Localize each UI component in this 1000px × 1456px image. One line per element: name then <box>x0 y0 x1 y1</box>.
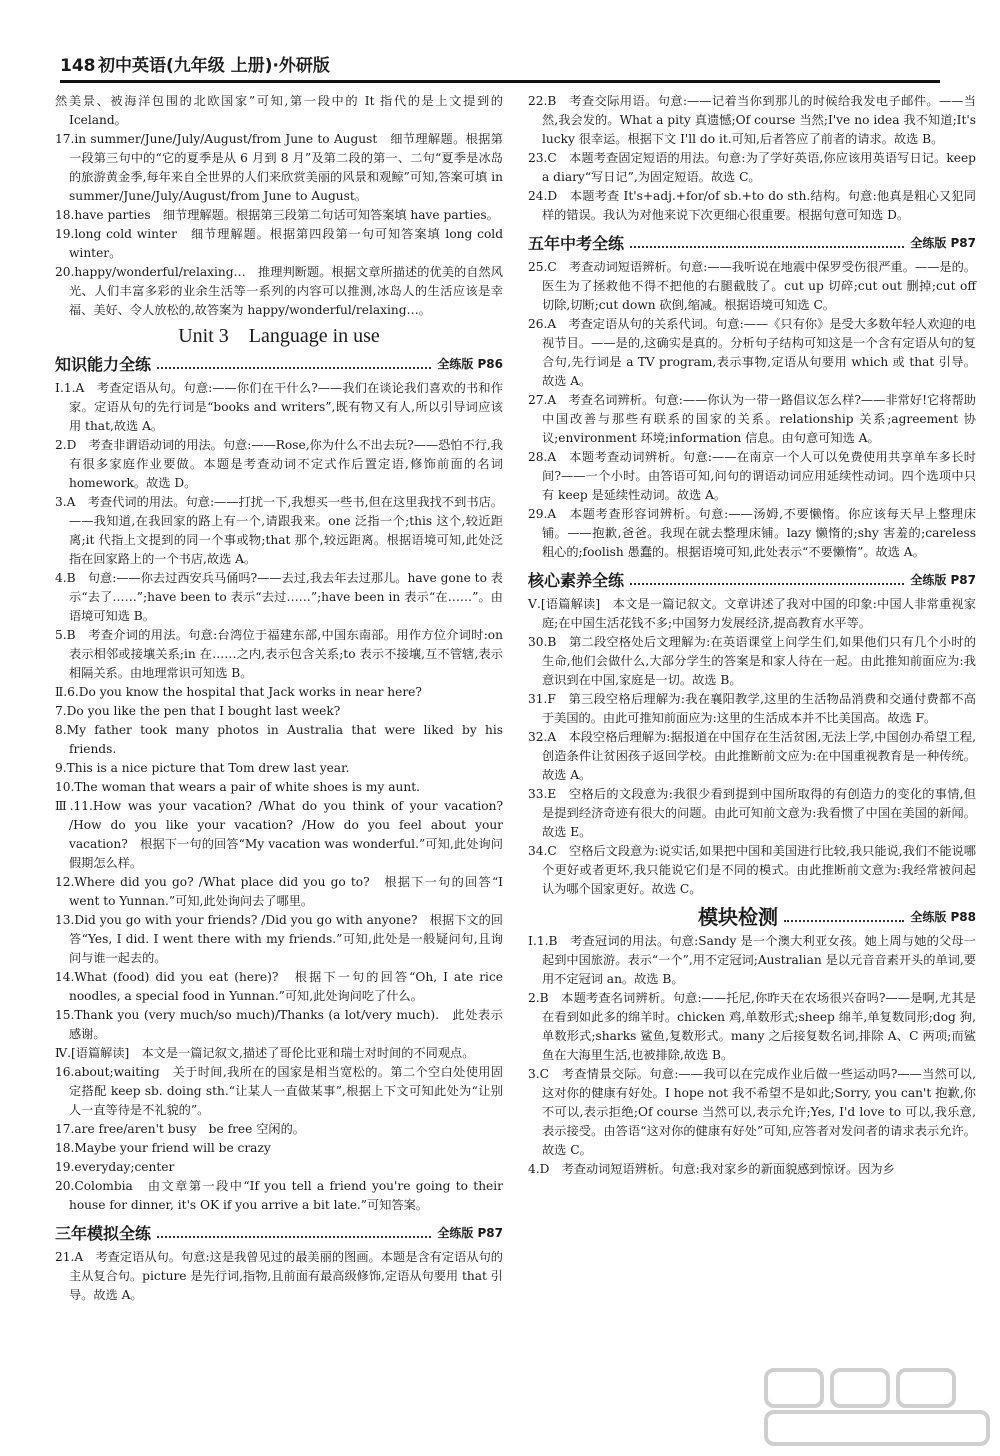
answer-item: 4.B 句意:——你去过西安兵马俑吗?——去过,我去年去过那儿。have gone to 表示“去了……”;have been to 表示“去过……”;have been in 表示“在……”。由语境可知选 B。 <box>55 571 503 623</box>
answer-item: 33.E 空格后的文段意为:我很少看到提到中国所取得的有创造力的变化的事情,但是提到经济奇迹有很大的问题。由此可知前文意为:我看惯了中国在美国的新闻。故选 E。 <box>528 787 976 839</box>
watermark-logo <box>762 1366 992 1448</box>
answer-item: 21.A 考查定语从句。句意:这是我曾见过的最美丽的图画。本题是含有定语从句的主从复合句。picture 是先行词,指物,且前面有最高级修饰,定语从句要用 that 引导。故选 A。 <box>55 1250 503 1302</box>
section-title: 核心素养全练 <box>528 571 625 590</box>
answer-item: Ⅳ.[语篇解读] 本文是一篇记叙文,描述了哥伦比亚和瑞士对时间的不同观点。 <box>55 1046 475 1060</box>
answer-item: 30.B 第二段空格处后文理解为:在英语课堂上问学生们,如果他们只有几个小时的生命,他们会做什么,大部分学生的答案是和家人待在一起。由此推知前面应为:我意识到在中国,家庭是一切。故选 B。 <box>528 635 976 687</box>
answer-item: Ⅰ.1.A 考查定语从句。句意:——你们在干什么?——我们在谈论我们喜欢的书和作家。定语从句的先行词是“books and writers”,既有物又有人,所以引导词应该用 that,故选 A。 <box>55 381 503 433</box>
answer-item: 13.Did you go with your friends? /Did you go with anyone? 根据下文的回答“Yes, I did. I went there with my friends.”可知,此处是一般疑问句,且询问与谁一起去的。 <box>55 913 503 965</box>
answer-item: Ⅰ.1.B 考查冠词的用法。句意:Sandy 是一个澳大利亚女孩。她上周与她的父母一起到中国旅游。表示“一个”,用不定冠词;Australian 是以元音音素开头的单词,要用不定冠词 an。故选 B。 <box>528 934 976 986</box>
left-column <box>55 92 503 1305</box>
answer-item: 3.C 考查情景交际。句意:——我可以在完成作业后做一些运动吗?——当然可以,这对你的健康有好处。I hope not 我不希望不是如此;Sorry, you can't 抱歉,你不可以,表示拒绝;Of course 当然可以,表示允许;Yes, I'd love to 可以,我乐意,表示接受。由答语“这对你的健康有好处”可知,应答者对发问者的请求表示允许。故选 C。 <box>528 1067 976 1157</box>
answer-item: 27.A 考查名词辨析。句意:——你认为一带一路倡议怎么样?——非常好!它将帮助中国改善与那些有联系的国家的关系。relationship 关系;agreement 协议;environment 环境;information 信息。由句意可知选 A。 <box>528 393 976 445</box>
section-header <box>528 905 976 929</box>
section-header <box>528 571 976 590</box>
answer-item: 3.A 考查代词的用法。句意:——打扰一下,我想买一些书,但在这里我找不到书店。——我知道,在我回家的路上有一个,请跟我来。one 泛指一个;this 这个,较近距离;it 代指上文提到的同一个事或物;that 那个,较远距离。根据语境可知,此处泛指在回家路上的一个书店,故选 A。 <box>55 495 503 566</box>
dotted-leader <box>630 583 904 585</box>
answer-item: 2.D 考查非谓语动词的用法。句意:——Rose,你为什么不出去玩?——恐怕不行,我有很多家庭作业要做。本题是考查动词不定式作后置定语,修饰前面的名词 homework。故选 D。 <box>55 438 503 490</box>
answer-item: 26.A 考查定语从句的关系代词。句意:——《只有你》是受大多数年轻人欢迎的电视节目。——是的,这确实是真的。分析句子结构可知这是一个含有定语从句的复合句,先行词是 a TV program,表示事物,定语从句要用 which 或 that 引导。故选 A。 <box>528 317 976 388</box>
right-column <box>528 92 976 1179</box>
dotted-leader <box>157 367 431 369</box>
answer-item: 10.The woman that wears a pair of white shoes is my aunt. <box>55 780 420 794</box>
answer-item: 5.B 考查介词的用法。句意:台湾位于福建东部,中国东南部。用作方位介词时:on 表示相邻或接壤关系;in 在……之内,表示包含关系;to 表示不接壤,互不管辖,表示相隔关系。由地理常识可知选 B。 <box>55 628 503 680</box>
section-page-ref: 全练版 P88 <box>910 910 976 924</box>
answer-item: 31.F 第三段空格后理解为:我在襄阳教学,这里的生活物品消费和交通付费都不高于美国的。由此可推知前面应为:这里的生活成本并不比美国高。故选 F。 <box>528 692 976 725</box>
answer-item: 12.Where did you go? /What place did you go to? 根据下一句的回答“I went to Yunnan.”可知,此处询问去了哪里。 <box>55 875 503 908</box>
dotted-leader <box>784 920 904 922</box>
section-page-ref: 全练版 P86 <box>437 357 503 371</box>
dotted-leader <box>157 1236 431 1238</box>
answer-item: 16.about;waiting 关于时间,我所在的国家是相当宽松的。第二个空白处使用固定搭配 keep sb. doing sth.“让某人一直做某事”,根据上下文可知此处为“让别人一直等待是不礼貌的”。 <box>55 1065 503 1117</box>
answer-item: 20.Colombia 由文章第一段中“If you tell a friend you're going to their house for dinner, it's OK if you arrive a bit late.”可知答案。 <box>55 1179 503 1212</box>
answer-item: 17.are free/aren't busy be free 空闲的。 <box>55 1122 305 1136</box>
answer-item: 28.A 本题考查动词辨析。句意:——在南京一个人可以免费使用共享单车多长时间?——一个小时。由答语可知,问句的谓语动词应用延续性动词。四个选项中只有 keep 是延续性动词。故选 A。 <box>528 450 976 502</box>
page-number: 148 <box>60 56 96 76</box>
dotted-leader <box>630 246 904 248</box>
answer-item: Ⅱ.6.Do you know the hospital that Jack works in near here? <box>55 685 422 699</box>
answer-item: Ⅴ.[语篇解读] 本文是一篇记叙文。文章讲述了我对中国的印象:中国人非常重视家庭;在中国生活花钱不多;中国努力发展经济,提高教育水平等。 <box>528 597 976 630</box>
section-header <box>55 355 503 374</box>
answer-item: 14.What (food) did you eat (here)? 根据下一句的回答“Oh, I ate rice noodles, a special food in Yunnan.”可知,此处询问吃了什么。 <box>55 970 503 1003</box>
section-page-ref: 全练版 P87 <box>910 573 976 587</box>
answer-item: 19.everyday;center <box>55 1160 175 1174</box>
answer-item: 8.My father took many photos in Australia that were liked by his friends. <box>55 723 503 756</box>
answer-item: 24.D 本题考查 It's+adj.+for/of sb.+to do sth.结构。句意:他真是粗心又犯同样的错误。我认为对他来说下次更细心很重要。根据句意可知选 D。 <box>528 189 976 222</box>
answer-item: 22.B 考查交际用语。句意:——记着当你到那儿的时候给我发电子邮件。——当然,我会发的。What a pity 真遗憾;Of course 当然;I've no idea 我不知道;It's lucky 很幸运。根据下文 I'll do it.可知,后者答应了前者的请求。故选 B。 <box>528 94 976 146</box>
answer-item: 7.Do you like the pen that I bought last week? <box>55 704 341 718</box>
answer-item: 4.D 考查动词短语辨析。句意:我对家乡的新面貌感到惊讶。因为乡 <box>528 1162 895 1176</box>
section-header <box>55 1224 503 1243</box>
unit-title: Unit 3 Language in use <box>178 325 380 347</box>
answer-item: 15.Thank you (very much/so much)/Thanks (a lot/very much). 此处表示感谢。 <box>55 1008 503 1041</box>
book-title: 初中英语(九年级 上册)·外研版 <box>98 56 330 76</box>
section-title: 知识能力全练 <box>55 355 152 374</box>
page-header <box>60 48 940 83</box>
answer-item: 34.C 空格后文段意为:说实话,如果把中国和美国进行比较,我只能说,我们不能说哪个更好或者更坏,我只能说它们是不同的模式。由此推断前文意为:我经常被问起认为哪个国家更好。故选 C。 <box>528 844 976 896</box>
section-page-ref: 全练版 P87 <box>910 236 976 250</box>
answer-item: Ⅲ.11.How was your vacation? /What do you think of your vacation? /How do you like your vacation? /How do you feel about your vacation? 根据下一句的回答“My vacation was wonderful.”可知,此处询问假期怎么样。 <box>55 799 503 870</box>
answer-item: 19.long cold winter 细节理解题。根据第四段第一句可知答案填 long cold winter。 <box>55 227 503 260</box>
answer-item: 18.have parties 细节理解题。根据第三段第二句话可知答案填 have parties。 <box>55 208 499 222</box>
answer-item: 23.C 本题考查固定短语的用法。句意:为了学好英语,你应该用英语写日记。keep a diary“写日记”,为固定短语。故选 C。 <box>528 151 976 184</box>
section-header <box>528 234 976 253</box>
section-title: 五年中考全练 <box>528 234 625 253</box>
answer-item: 20.happy/wonderful/relaxing… 推理判断题。根据文章所描述的优美的自然风光、人们丰富多彩的业余生活等一系列的内容可以推测,冰岛人的生活应该是幸福、美好、令人放松的,故答案为 happy/wonderful/relaxing…。 <box>55 265 503 317</box>
answer-item: 32.A 本段空格后理解为:据报道在中国存在生活贫困,无法上学,中国创办希望工程,创造条件让贫困孩子返回学校。由此推断前文应为:在中国重视教育是一种传统。故选 A。 <box>528 730 976 782</box>
answer-item: 18.Maybe your friend will be crazy <box>55 1141 271 1155</box>
section-page-ref: 全练版 P87 <box>437 1226 503 1240</box>
answer-item: 9.This is a nice picture that Tom drew last year. <box>55 761 350 775</box>
section-title: 模块检测 <box>698 905 778 929</box>
answer-item: 29.A 本题考查形容词辨析。句意:——汤姆,不要懒惰。你应该每天早上整理床铺。——抱歉,爸爸。我现在就去整理床铺。lazy 懒惰的;shy 害羞的;careless 粗心的;foolish 愚蠢的。根据语境可知,此处表示“不要懒惰”。故选 A。 <box>528 507 976 559</box>
answer-item: 25.C 考查动词短语辨析。句意:——我听说在地震中保罗受伤很严重。——是的。医生为了拯救他不得不把他的右腿截肢了。cut up 切碎;cut out 删掉;cut off 切除,切断;cut down 砍倒,缩减。根据语境可知选 C。 <box>528 260 976 312</box>
section-title: 三年模拟全练 <box>55 1224 152 1243</box>
answer-item: 17.in summer/June/July/August/from June to August 细节理解题。根据第一段第三句中的“它的夏季是从 6 月到 8 月”及第二段的第一、二句“夏季是冰岛的旅游黄金季,每年来自全世界的人们来欣赏美丽的风景和观鲸”可知,答案可填 in summer/June/July/August/from June to August。 <box>55 132 503 203</box>
answer-item: 2.B 本题考查名词辨析。句意:——托尼,你昨天在农场很兴奋吗?——是啊,尤其是在看到如此多的绵羊时。chicken 鸡,单数形式;sheep 绵羊,单复数同形;dog 狗,单数形式;sharks 鲨鱼,复数形式。many 之后接复数名词,排除 A、C 两项;而鲨鱼在大海里生活,也被排除,故选 B。 <box>528 991 976 1062</box>
answer-item: 然美景、被海洋包围的北欧国家”可知,第一段中的 It 指代的是上文提到的 Iceland。 <box>55 94 503 127</box>
